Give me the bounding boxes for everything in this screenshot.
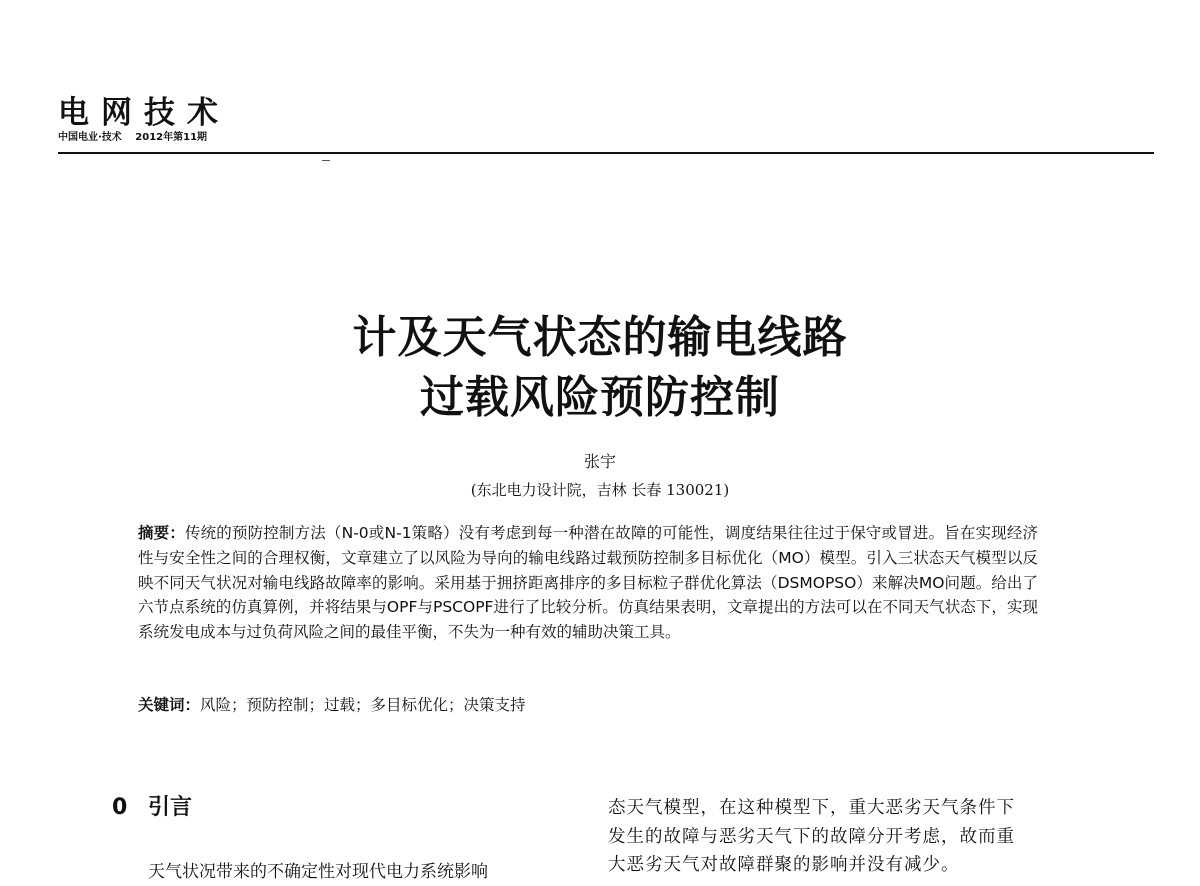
keywords-label: 关键词： (138, 696, 201, 714)
right-column-line-1: 态天气模型，在这种模型下，重大恶劣天气条件下 (608, 798, 1015, 818)
paper-title (0, 308, 1200, 428)
author-affiliation: (东北电力设计院，吉林 长春 130021) (470, 481, 730, 499)
right-column-line-3: 大恶劣天气对故障群聚的影响并没有减少。 (608, 855, 960, 875)
abstract-label: 摘要： (138, 524, 185, 542)
journal-name: 电网技术 (58, 95, 230, 131)
title-line-2: 过载风险预防控制 (420, 372, 780, 423)
journal-meta (58, 132, 230, 144)
keywords-text: 风险；预防控制；过载；多目标优化；决策支持 (200, 696, 526, 714)
author-name: 张宇 (583, 452, 616, 471)
right-column-text (608, 794, 1078, 880)
section-heading (112, 793, 192, 823)
abstract-text: 传统的预防控制方法（N-0或N-1策略）没有考虑到每一种潜在故障的可能性，调度结果往往过于保守或冒进。旨在实现经济性与安全性之间的合理权衡，文章建立了以风险为导向的输电线路过载预防控制多目标优化（MO）模型。引入三状态天气模型以反映不同天气状况对输电线路故障率的影响。采用基于拥挤距离排序的多目标粒子群优化算法（DSMOPSO）来解决MO问题。给出了六节点系统的仿真算例，并将结果与OPF与PSCOPF进行了比较分析。仿真结果表明，文章提出的方法可以在不同天气状态下，实现系统发电成本与过负荷风险之间的最佳平衡，不失为一种有效的辅助决策工具。 (138, 524, 1038, 642)
journal-masthead (58, 96, 230, 144)
section-number: 0 (112, 795, 128, 820)
section-title: 引言 (148, 795, 193, 820)
right-column-line-2: 发生的故障与恶劣天气下的故障分开考虑，故而重 (608, 826, 1015, 847)
publisher-label: 中国电业·技术 (58, 132, 122, 143)
left-column-text: 天气状况带来的不确定性对现代电力系统影响 (148, 862, 488, 882)
header-rule (58, 152, 1154, 154)
issue-label: 2012年第11期 (135, 132, 208, 143)
title-line-1: 计及天气状态的输电线路 (352, 312, 848, 363)
abstract (138, 521, 1038, 645)
header-rule-mark (322, 160, 330, 161)
keywords (138, 694, 1038, 716)
